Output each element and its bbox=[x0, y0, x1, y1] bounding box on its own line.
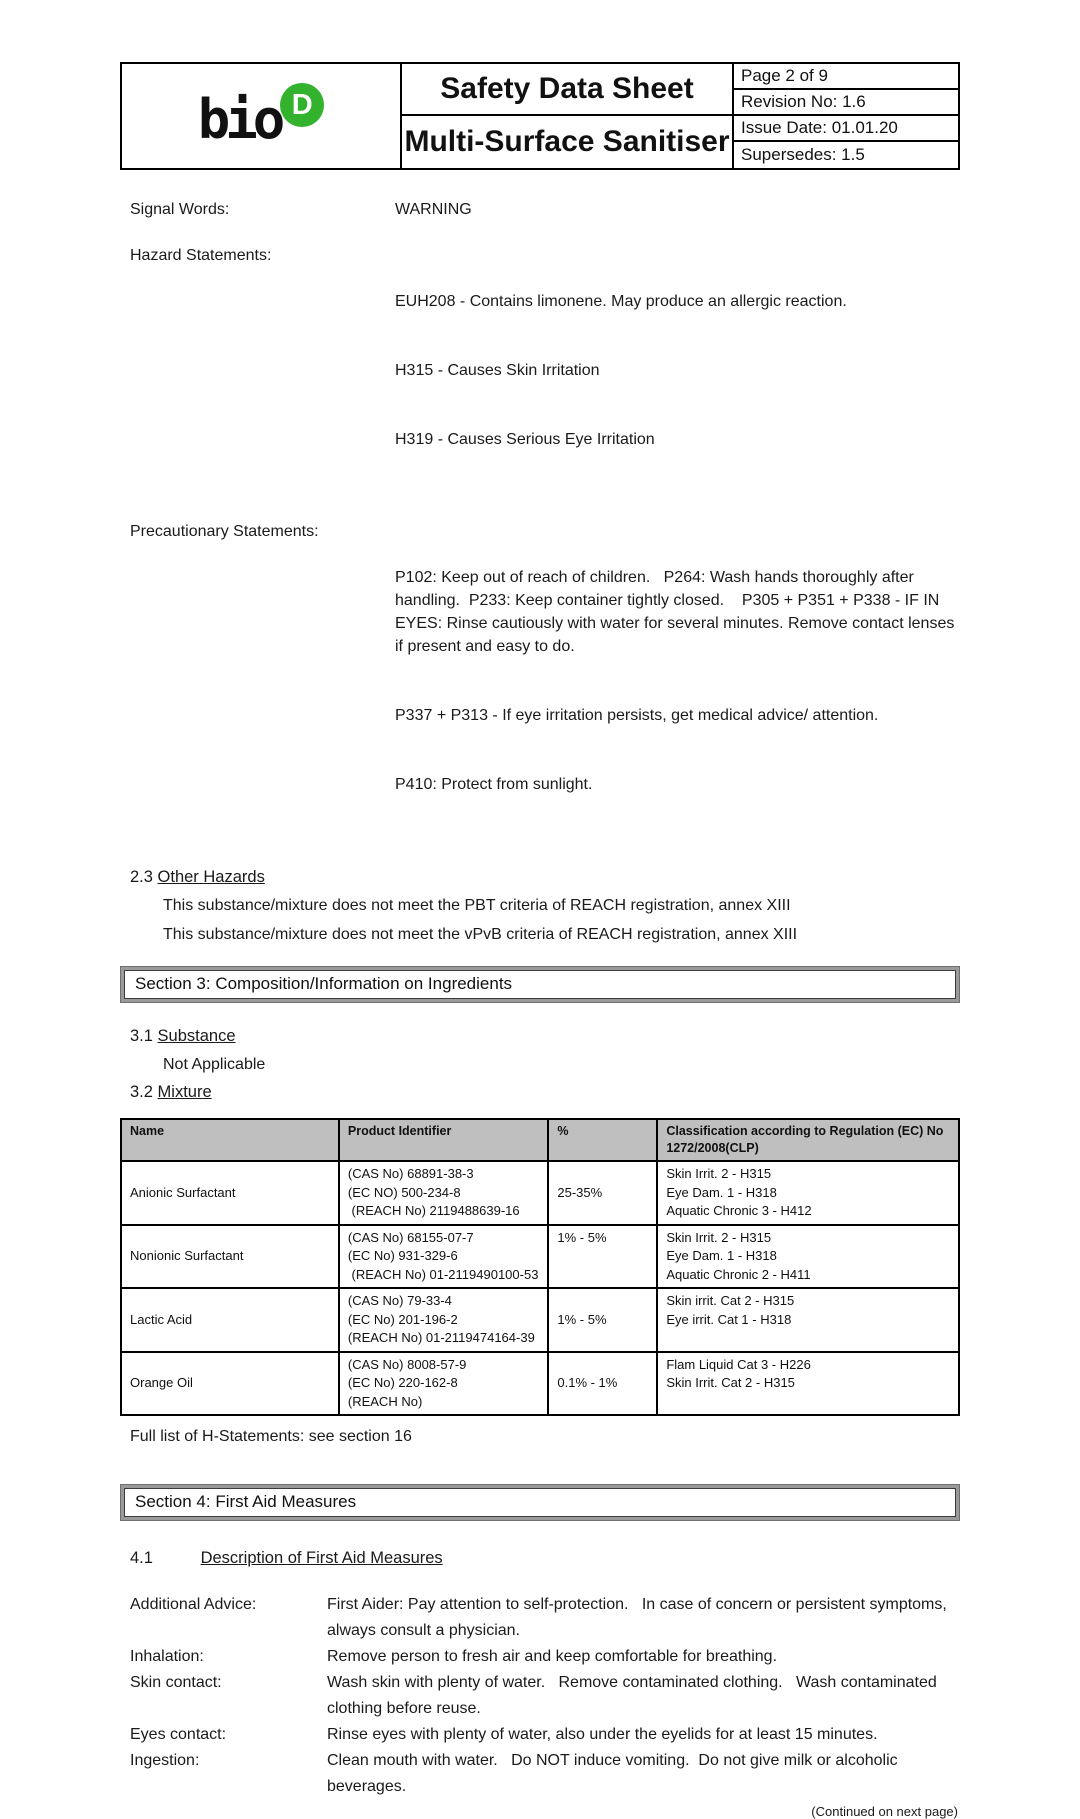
identifier-line: (EC No) 931-329-6 bbox=[347, 1248, 458, 1263]
classification-line: Aquatic Chronic 3 - H412 bbox=[666, 1203, 812, 1218]
h-statements-footnote: Full list of H-Statements: see section 16 bbox=[130, 1428, 412, 1445]
section-4-title: Section 4: First Aid Measures bbox=[124, 1488, 956, 1517]
precautionary-row bbox=[130, 520, 960, 842]
first-aid-label: Skin contact: bbox=[130, 1674, 222, 1691]
logo-cell bbox=[122, 64, 400, 168]
ingredient-percent: 0.1% - 1% bbox=[548, 1352, 657, 1416]
ingredient-classification bbox=[657, 1288, 959, 1352]
ingredient-percent: 1% - 5% bbox=[548, 1288, 657, 1352]
ingredient-classification bbox=[657, 1161, 959, 1225]
heading-2-3 bbox=[130, 868, 960, 887]
identifier-line: (REACH No) 01-2119490100-53 bbox=[347, 1266, 539, 1282]
substance-body: Not Applicable bbox=[163, 1056, 266, 1073]
composition-table bbox=[120, 1118, 960, 1416]
first-aid-row bbox=[130, 1748, 960, 1800]
doc-title: Safety Data Sheet bbox=[402, 64, 732, 116]
ingredient-identifier bbox=[339, 1288, 549, 1352]
table-header-row bbox=[121, 1119, 959, 1161]
hazard-statement: H319 - Causes Serious Eye Irritation bbox=[395, 431, 655, 448]
identifier-line: (REACH No) 01-2119474164-39 bbox=[347, 1330, 535, 1345]
hazard-statements-label: Hazard Statements: bbox=[130, 247, 272, 264]
classification-line: Skin Irrit. 2 - H315 bbox=[666, 1229, 772, 1245]
page-content bbox=[120, 62, 960, 1819]
heading-number: 2.3 bbox=[130, 868, 153, 886]
first-aid-text: Remove person to fresh air and keep comfortable for breathing. bbox=[327, 1648, 778, 1665]
section-3-title: Section 3: Composition/Information on Ingredients bbox=[124, 970, 956, 999]
other-hazards-line: This substance/mixture does not meet the vPvB criteria of REACH registration, annex XIII bbox=[163, 926, 798, 943]
heading-title: Substance bbox=[157, 1027, 236, 1045]
logo-text: bio bbox=[197, 88, 281, 151]
heading-number: 4.1 bbox=[130, 1549, 153, 1567]
hazard-statement: H315 - Causes Skin Irritation bbox=[395, 362, 600, 379]
table-row bbox=[121, 1352, 959, 1416]
heading-number: 3.2 bbox=[130, 1083, 153, 1101]
sds-header bbox=[120, 62, 960, 170]
first-aid-text: Clean mouth with water. Do NOT induce vomiting. Do not give milk or alcoholic beverages. bbox=[327, 1752, 903, 1795]
first-aid-text: First Aider: Pay attention to self-protection. In case of concern or persistent symptoms, always consult a physician. bbox=[327, 1596, 952, 1639]
first-aid-label: Ingestion: bbox=[130, 1752, 200, 1769]
classification-line: Skin Irrit. Cat 2 - H315 bbox=[666, 1375, 795, 1390]
column-header-identifier: Product Identifier bbox=[339, 1119, 549, 1161]
page-number: Page 2 of 9 bbox=[734, 64, 958, 90]
heading-title: Description of First Aid Measures bbox=[200, 1549, 443, 1567]
identifier-line: (REACH No) 2119488639-16 bbox=[347, 1203, 520, 1218]
supersedes: Supersedes: 1.5 bbox=[741, 145, 865, 164]
hazard-statements-list bbox=[395, 244, 960, 497]
classification-line: Eye Dam. 1 - H318 bbox=[666, 1184, 777, 1200]
identifier-line: (CAS No) 68155-07-7 bbox=[347, 1229, 474, 1245]
first-aid-row bbox=[130, 1592, 960, 1644]
classification-line: Skin Irrit. 2 - H315 bbox=[666, 1166, 772, 1181]
classification-line: Flam Liquid Cat 3 - H226 bbox=[666, 1356, 811, 1372]
title-cell bbox=[400, 64, 734, 168]
revision-number: Revision No: 1.6 bbox=[734, 90, 958, 116]
ingredient-classification bbox=[657, 1352, 959, 1416]
identifier-line: (EC No) 220-162-8 bbox=[347, 1375, 458, 1390]
precautionary-label: Precautionary Statements: bbox=[130, 523, 319, 540]
heading-3-1 bbox=[130, 1027, 960, 1046]
ingredient-identifier bbox=[339, 1352, 549, 1416]
column-header-percent: % bbox=[548, 1119, 657, 1161]
ingredient-percent: 25-35% bbox=[548, 1161, 657, 1225]
first-aid-label: Additional Advice: bbox=[130, 1596, 257, 1613]
precautionary-paragraph: P337 + P313 - If eye irritation persists, get medical advice/ attention. bbox=[395, 707, 879, 724]
biod-logo bbox=[197, 85, 325, 151]
precautionary-paragraph: P102: Keep out of reach of children. P264: Wash hands thoroughly after handling. P233: Keep container tightly closed. P305 + P351 + P338 - IF IN EYES: Rinse cautiously with water for several minutes. Remove contact lenses if present and easy to do. bbox=[395, 569, 959, 655]
precautionary-list bbox=[395, 520, 960, 842]
classification-line: Aquatic Chronic 2 - H411 bbox=[666, 1266, 811, 1282]
heading-number: 3.1 bbox=[130, 1027, 153, 1045]
identifier-line: (CAS No) 8008-57-9 bbox=[347, 1356, 467, 1372]
continued-note: (Continued on next page) bbox=[811, 1804, 958, 1819]
column-header-classification: Classification according to Regulation (EC) No 1272/2008(CLP) bbox=[657, 1119, 959, 1161]
table-row bbox=[121, 1161, 959, 1225]
ingredient-name: Orange Oil bbox=[121, 1352, 339, 1416]
signal-words-row bbox=[130, 198, 960, 221]
signal-words-label: Signal Words: bbox=[130, 201, 230, 218]
precautionary-paragraph: P410: Protect from sunlight. bbox=[395, 776, 593, 793]
first-aid-text: Rinse eyes with plenty of water, also under the eyelids for at least 15 minutes. bbox=[327, 1726, 878, 1743]
table-row bbox=[121, 1225, 959, 1289]
ingredient-name: Anionic Surfactant bbox=[121, 1161, 339, 1225]
ingredient-name: Nonionic Surfactant bbox=[121, 1225, 339, 1289]
heading-title: Other Hazards bbox=[157, 868, 265, 886]
identifier-line: (CAS No) 68891-38-3 bbox=[347, 1166, 474, 1181]
identifier-line: (EC No) 201-196-2 bbox=[347, 1311, 458, 1327]
ingredient-percent: 1% - 5% bbox=[548, 1225, 657, 1289]
table-row bbox=[121, 1288, 959, 1352]
section-4-bar bbox=[120, 1484, 960, 1521]
classification-line: Eye Dam. 1 - H318 bbox=[666, 1248, 777, 1263]
heading-title: Mixture bbox=[157, 1083, 212, 1101]
issue-date: Issue Date: 01.01.20 bbox=[734, 116, 958, 142]
first-aid-row bbox=[130, 1670, 960, 1722]
classification-line: Skin irrit. Cat 2 - H315 bbox=[666, 1293, 795, 1308]
ingredient-identifier bbox=[339, 1161, 549, 1225]
identifier-line: (EC NO) 500-234-8 bbox=[347, 1184, 461, 1200]
first-aid-zone bbox=[130, 1592, 960, 1800]
classification-line: Eye irrit. Cat 1 - H318 bbox=[666, 1311, 792, 1327]
signal-words-value: WARNING bbox=[395, 201, 472, 218]
identifier-line: (CAS No) 79-33-4 bbox=[347, 1293, 452, 1308]
identifier-line: (REACH No) bbox=[347, 1393, 423, 1409]
first-aid-row bbox=[130, 1644, 960, 1670]
doc-info-cell bbox=[734, 64, 958, 168]
ingredient-identifier bbox=[339, 1225, 549, 1289]
other-hazards-line: This substance/mixture does not meet the PBT criteria of REACH registration, annex XIII bbox=[163, 897, 791, 914]
heading-4-1 bbox=[130, 1549, 960, 1568]
first-aid-label: Inhalation: bbox=[130, 1648, 204, 1665]
doc-subtitle: Multi-Surface Sanitiser bbox=[404, 125, 730, 158]
section-3-bar bbox=[120, 966, 960, 1003]
first-aid-row bbox=[130, 1722, 960, 1748]
hazard-statements-row bbox=[130, 244, 960, 497]
hazard-info-zone bbox=[130, 198, 960, 842]
heading-3-2 bbox=[130, 1083, 960, 1102]
first-aid-label: Eyes contact: bbox=[130, 1726, 227, 1743]
ingredient-name: Lactic Acid bbox=[121, 1288, 339, 1352]
column-header-name: Name bbox=[121, 1119, 339, 1161]
hazard-statement: EUH208 - Contains limonene. May produce an allergic reaction. bbox=[395, 293, 847, 310]
first-aid-text: Wash skin with plenty of water. Remove contaminated clothing. Wash contaminated clothing before reuse. bbox=[327, 1674, 942, 1717]
logo-d-badge: D bbox=[280, 83, 324, 127]
ingredient-classification bbox=[657, 1225, 959, 1289]
